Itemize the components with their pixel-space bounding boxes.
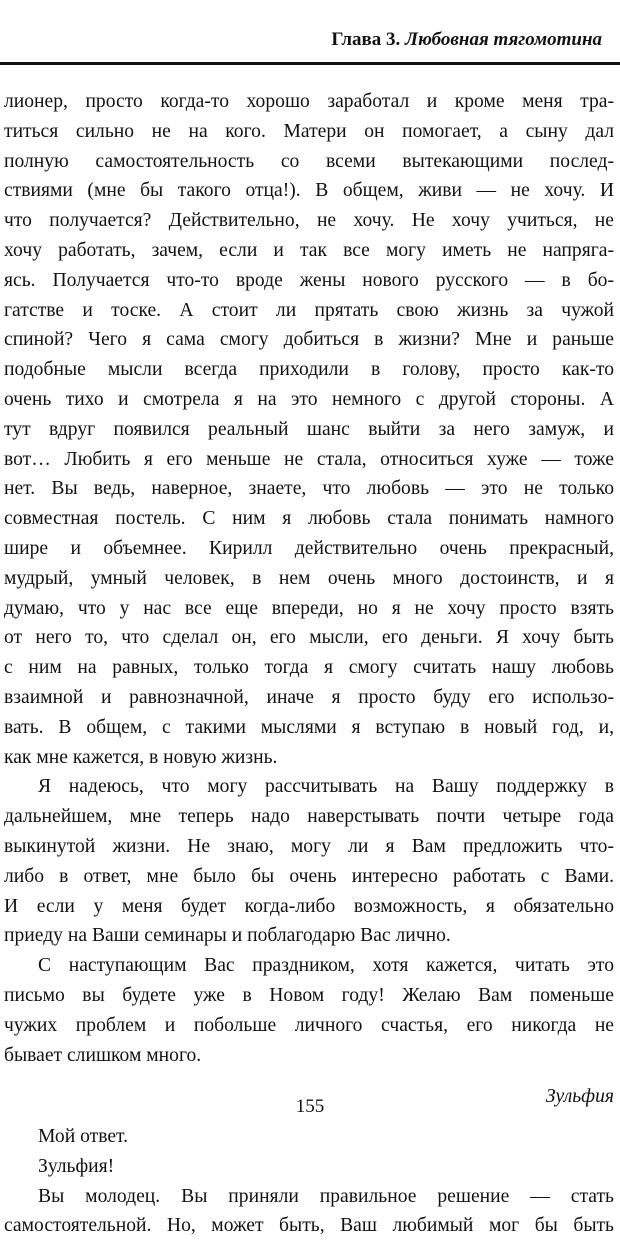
text-line: спиной? Чего я сама смогу добиться в жизни? Мне и раньше [4,329,614,351]
text-line: гатстве и тоске. А стоит ли прятать свою жизнь за чужой [4,299,614,321]
text-line: дальнейшем, мне теперь надо наверстывать почти четыре года [4,806,614,828]
text-line: как мне кажется, в новую жизнь. [4,746,278,768]
running-header [28,28,602,52]
paragraph-2 [4,772,614,951]
text-line: бывает слишком много. [4,1044,202,1066]
letter-signature: Зульфия [545,1086,614,1108]
header-rule [0,62,620,65]
body-text [4,87,614,1241]
text-line: чужих проблем и побольше личного счастья, его никогда не [4,1014,614,1036]
reply-heading: Мой ответ. [38,1126,129,1148]
text-line: И если у меня будет когда-либо возможность, я обязательно [4,895,614,917]
reply-section [4,1122,614,1241]
text-line: с ним на равных, только тогда я смогу считать нашу любовь [4,657,614,679]
text-line: совместная постель. С ним я любовь стала понимать намного [4,508,614,530]
chapter-number: Глава 3. [331,29,401,50]
text-line: письмо вы будете уже в Новом году! Желаю Вам поменьше [4,984,614,1006]
text-line: хочу работать, зачем, если и так все могу иметь не напряга- [4,239,614,261]
paragraph-3 [4,951,614,1070]
text-line: вать. В общем, с такими мыслями я вступаю в новый год, и, [4,716,614,738]
text-line: что получается? Действительно, не хочу. Не хочу учиться, не [4,210,614,232]
text-line: нет. Вы ведь, наверное, знаете, что любовь — это не только [4,478,614,500]
text-line: от него то, что сделал он, его мысли, его деньги. Я хочу быть [4,627,614,649]
text-line: подобные мысли всегда приходили в голову, просто как-то [4,359,614,381]
text-line: С наступающим Вас праздником, хотя кажется, читать это [38,955,614,977]
text-line: мудрый, умный человек, в нем очень много достоинств, и я [4,567,614,589]
text-line: ясь. Получается что-то вроде жены нового русского — в бо- [4,269,614,291]
page-number: 155 [295,1096,325,1117]
text-line: шире и объемнее. Кирилл действительно очень прекрасный, [4,537,614,559]
text-line: взаимной и равнозначной, иначе я просто буду его использо- [4,686,614,708]
text-line: полную самостоятельность со всеми вытекающими послед- [4,150,614,172]
text-line: приеду на Ваши семинары и поблагодарю Вас лично. [4,925,451,947]
text-line: думаю, что у нас все еще впереди, но я не хочу просто взять [4,597,614,619]
text-line: титься сильно не на кого. Матери он помогает, а сыну дал [4,120,614,142]
reply-salutation: Зульфия! [38,1155,115,1177]
chapter-title: Любовная тягомотина [405,29,602,50]
paragraph-1 [4,87,614,772]
text-line: выкинутой жизни. Не знаю, могу ли я Вам предложить что- [4,835,614,857]
text-line: очень тихо и смотрела я на это немного с другой стороны. А [4,388,614,410]
text-line: либо в ответ, мне было бы очень интересно работать с Вами. [4,865,614,887]
text-line: Я надеюсь, что могу рассчитывать на Вашу поддержку в [38,776,614,798]
text-line: ствиями (мне бы такого отца!). В общем, живи — не хочу. И [4,180,614,202]
text-line: вот… Любить я его меньше не стала, относиться хуже — тоже [4,448,614,470]
text-line: Вы молодец. Вы приняли правильное решение — стать [38,1185,614,1207]
text-line: тут вдруг появился реальный шанс выйти за него замуж, и [4,418,614,440]
text-line: лионер, просто когда-то хорошо заработал и кроме меня тра- [4,91,614,112]
text-line: самостоятельной. Но, может быть, Ваш любимый мог бы быть [4,1215,614,1237]
